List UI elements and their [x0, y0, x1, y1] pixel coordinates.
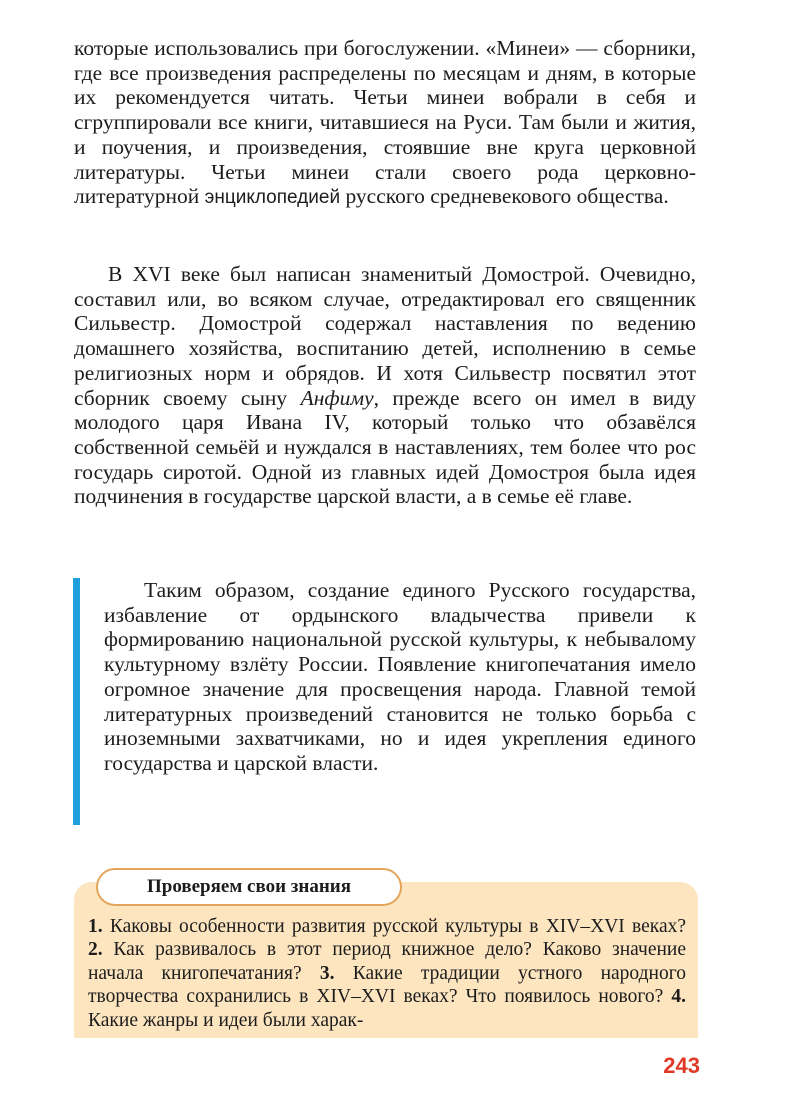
- question-2: 2. Как развивалось в этот период книжное дело? Каково значение начала книгопечатания?: [88, 939, 686, 984]
- paragraph-menaion: [74, 36, 696, 211]
- page-number: 243: [663, 1053, 700, 1078]
- encyclopedia-term: энциклопедией: [204, 187, 341, 209]
- question-4: 4. Какие жанры и идеи были харак-: [88, 986, 686, 1031]
- paragraph-text: которые использовались при богослужении. «Минеи» — сборники, где все произведения распределены по месяцам и дням, в которые их рекомендуется читать. Четьи минеи вобрали в себя и сгруппировали все книги, читавшиеся на Руси. Там были и жития, и поучения, и произведения, стоявшие вне круга церковной литературы. Четьи минеи стали своего рода церковно-литературной: [74, 36, 696, 209]
- knowledge-check-questions: [88, 915, 686, 1032]
- paragraph-text: , прежде всего он имел в виду молодого царя Ивана IV, который только что обзавёлся собственной семьёй и нуждался в наставлениях, тем более что рос государь сиротой. Одной из главных идей Домостроя была идея подчинения в государстве царской власти, а в семье её главе.: [74, 385, 696, 509]
- son-name: Анфиму: [300, 385, 374, 410]
- knowledge-check-box: [74, 876, 698, 1038]
- paragraph-text: В XVI веке был написан знаменитый Домострой. Очевидно, составил или, во всяком случае, отредактировал его священник Сильвестр. Домострой содержал наставления по ведению домашнего хозяйства, воспитанию детей, исполнению в семье религиозных норм и обрядов. И хотя Сильвестр посвятил этот сборник своему сыну: [74, 262, 696, 410]
- summary-accent-bar: [73, 578, 80, 825]
- question-3: 3. Какие традиции устного народного творчества сохранились в XIV–XVI веках? Что появилось нового?: [88, 962, 686, 1008]
- paragraph-text: русского средневекового общества.: [340, 184, 669, 209]
- paragraph-domostroy: [74, 262, 696, 509]
- summary-paragraph: Таким образом, создание единого Русского государства, избавление от ордынского владычества привели к формированию национальной русской культуры, к небывалому культурному взлёту России. Появление книгопечатания имело огромное значение для просвещения народа. Главной темой литературных произведений становится не только борьба с иноземными захватчиками, но и идея укрепления единого государства и царской власти.: [104, 578, 696, 775]
- question-1: 1. Каковы особенности развития русской культуры в XIV–XVI веках?: [88, 916, 686, 937]
- knowledge-check-title: Проверяем свои знания: [96, 868, 402, 906]
